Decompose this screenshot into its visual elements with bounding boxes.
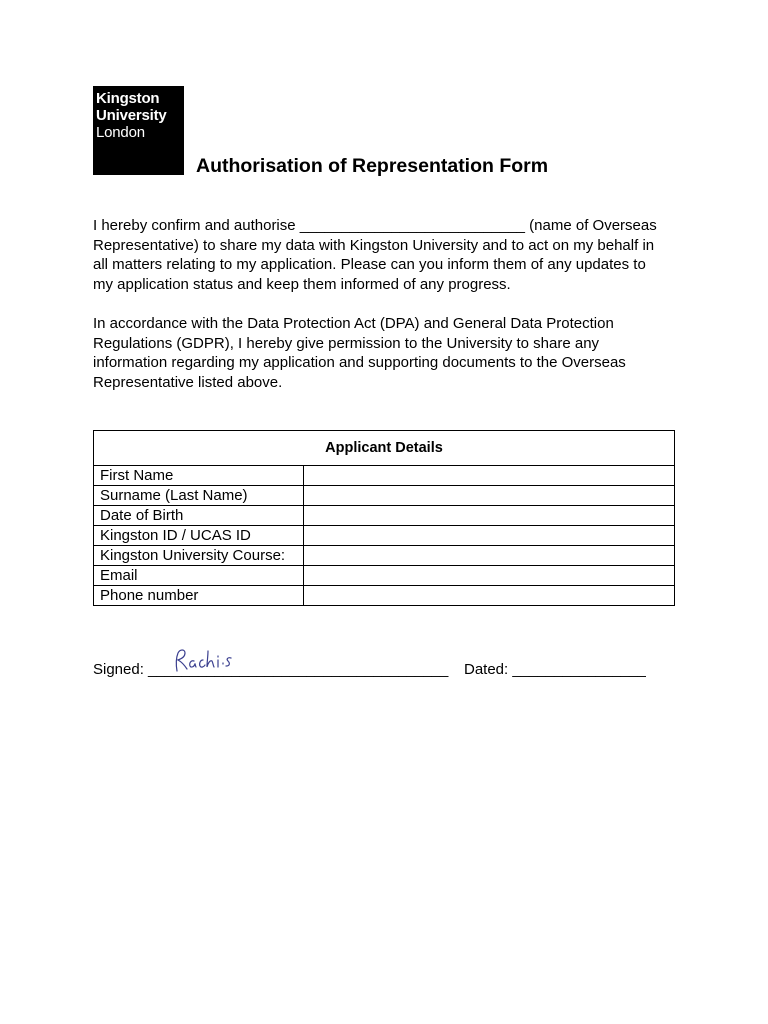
date-of-birth-field[interactable]: [304, 506, 675, 526]
paragraph-line: In accordance with the Data Protection Act (DPA) and General Data Protection: [93, 315, 614, 332]
course-label: Kingston University Course:: [94, 546, 304, 566]
signed-line[interactable]: Signed: ____________________________________: [93, 661, 449, 678]
paragraph-line: Representative listed above.: [93, 373, 283, 391]
paragraph-line: information regarding my application and supporting documents to the Overseas: [93, 354, 626, 371]
table-row: [94, 486, 675, 506]
dated-line[interactable]: Dated: ________________: [464, 661, 646, 678]
form-title: Authorisation of Representation Form: [196, 155, 549, 177]
kingston-id-label: Kingston ID / UCAS ID: [94, 526, 304, 546]
kingston-id-field[interactable]: [304, 526, 675, 546]
date-of-birth-label: Date of Birth: [94, 506, 304, 526]
table-row: [94, 526, 675, 546]
logo-line-kingston: Kingston: [96, 90, 160, 107]
handwritten-signature: [168, 645, 234, 677]
applicant-details-heading: Applicant Details: [94, 431, 675, 466]
paragraph-line: Representative) to share my data with Kingston University and to act on my behalf in: [93, 236, 655, 254]
table-row: [94, 466, 675, 486]
phone-number-field[interactable]: [304, 586, 675, 606]
surname-label: Surname (Last Name): [94, 486, 304, 506]
logo-line-university: University: [96, 107, 167, 124]
paragraph-line: I hereby confirm and authorise ___________________________ (name of Overseas: [93, 217, 657, 234]
email-field[interactable]: [304, 566, 675, 586]
table-row: [94, 566, 675, 586]
table-row: [94, 586, 675, 606]
paragraph-line: all matters relating to my application. Please can you inform them of any updates to: [93, 256, 646, 273]
applicant-details-table: [93, 430, 675, 606]
paragraph-line: my application status and keep them informed of any progress.: [93, 275, 511, 293]
paragraph-line: Regulations (GDPR), I hereby give permission to the University to share any: [93, 334, 600, 352]
first-name-field[interactable]: [304, 466, 675, 486]
email-label: Email: [94, 566, 304, 586]
table-row: [94, 506, 675, 526]
surname-field[interactable]: [304, 486, 675, 506]
authorisation-paragraph: [93, 216, 678, 294]
table-row: [94, 546, 675, 566]
logo-line-london: London: [96, 124, 145, 141]
phone-number-label: Phone number: [94, 586, 304, 606]
first-name-label: First Name: [94, 466, 304, 486]
kingston-university-logo: [93, 86, 184, 175]
data-protection-paragraph: [93, 314, 678, 392]
course-field[interactable]: [304, 546, 675, 566]
